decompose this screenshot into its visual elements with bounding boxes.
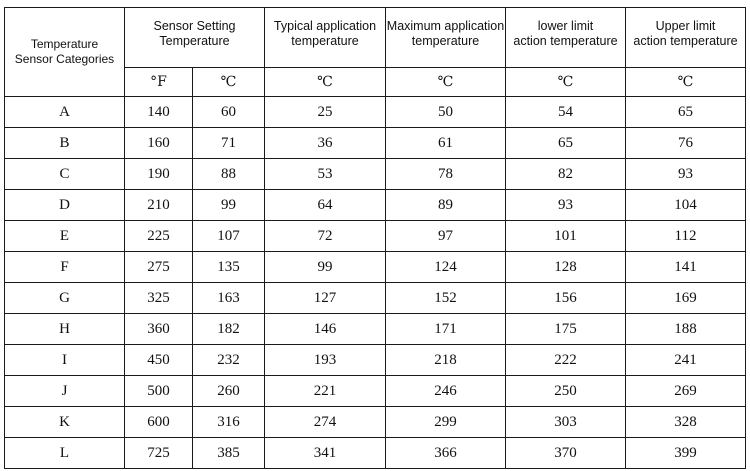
table-row bbox=[5, 438, 746, 469]
cell-maximum: 152 bbox=[386, 283, 506, 314]
table-row bbox=[5, 97, 746, 128]
cell-lower-limit: 82 bbox=[506, 159, 626, 190]
header-upper-line: Upper limit bbox=[655, 19, 716, 33]
cell-category: L bbox=[5, 438, 125, 469]
cell-lower-limit: 250 bbox=[506, 376, 626, 407]
table-row bbox=[5, 128, 746, 159]
header-maximum-line: temperature bbox=[411, 34, 480, 48]
cell-category: E bbox=[5, 221, 125, 252]
cell-category: J bbox=[5, 376, 125, 407]
cell-setting-f: 360 bbox=[125, 314, 193, 345]
table-row bbox=[5, 407, 746, 438]
table-row bbox=[5, 190, 746, 221]
table-row bbox=[5, 376, 746, 407]
cell-typical: 64 bbox=[265, 190, 386, 221]
table-row bbox=[5, 345, 746, 376]
cell-upper-limit: 112 bbox=[626, 221, 746, 252]
cell-setting-f: 140 bbox=[125, 97, 193, 128]
header-maximum bbox=[386, 8, 506, 68]
header-typical-line: Typical application bbox=[273, 19, 377, 33]
header-setting-line: Sensor Setting bbox=[153, 19, 236, 33]
cell-category: H bbox=[5, 314, 125, 345]
cell-typical: 99 bbox=[265, 252, 386, 283]
table-row bbox=[5, 314, 746, 345]
cell-lower-limit: 175 bbox=[506, 314, 626, 345]
cell-maximum: 89 bbox=[386, 190, 506, 221]
cell-category: B bbox=[5, 128, 125, 159]
cell-lower-limit: 54 bbox=[506, 97, 626, 128]
cell-lower-limit: 128 bbox=[506, 252, 626, 283]
table-row bbox=[5, 252, 746, 283]
cell-setting-c: 107 bbox=[193, 221, 265, 252]
cell-lower-limit: 370 bbox=[506, 438, 626, 469]
header-typical-line: temperature bbox=[291, 34, 359, 48]
cell-lower-limit: 65 bbox=[506, 128, 626, 159]
table-row bbox=[5, 221, 746, 252]
header-category-line: Sensor Categories bbox=[14, 52, 115, 66]
cell-typical: 53 bbox=[265, 159, 386, 190]
header-sensor-setting bbox=[125, 8, 265, 68]
cell-upper-limit: 76 bbox=[626, 128, 746, 159]
header-maximum-line: Maximum application bbox=[386, 19, 505, 33]
temperature-sensor-table bbox=[4, 7, 746, 469]
cell-setting-f: 225 bbox=[125, 221, 193, 252]
cell-setting-f: 190 bbox=[125, 159, 193, 190]
cell-setting-c: 135 bbox=[193, 252, 265, 283]
cell-upper-limit: 188 bbox=[626, 314, 746, 345]
header-lower-line: action temperature bbox=[513, 34, 618, 48]
cell-category: A bbox=[5, 97, 125, 128]
cell-setting-c: 163 bbox=[193, 283, 265, 314]
cell-setting-c: 99 bbox=[193, 190, 265, 221]
header-upper-limit bbox=[626, 8, 746, 68]
cell-category: K bbox=[5, 407, 125, 438]
cell-category: I bbox=[5, 345, 125, 376]
cell-maximum: 61 bbox=[386, 128, 506, 159]
cell-upper-limit: 241 bbox=[626, 345, 746, 376]
cell-typical: 127 bbox=[265, 283, 386, 314]
cell-maximum: 366 bbox=[386, 438, 506, 469]
cell-upper-limit: 328 bbox=[626, 407, 746, 438]
unit-celsius: ℃ bbox=[626, 68, 746, 97]
table-body bbox=[5, 97, 746, 469]
cell-upper-limit: 65 bbox=[626, 97, 746, 128]
cell-category: C bbox=[5, 159, 125, 190]
cell-maximum: 246 bbox=[386, 376, 506, 407]
unit-fahrenheit: °F bbox=[125, 68, 193, 97]
cell-setting-f: 450 bbox=[125, 345, 193, 376]
cell-setting-c: 316 bbox=[193, 407, 265, 438]
cell-setting-f: 210 bbox=[125, 190, 193, 221]
cell-typical: 36 bbox=[265, 128, 386, 159]
header-upper-line: action temperature bbox=[633, 34, 738, 48]
cell-maximum: 78 bbox=[386, 159, 506, 190]
cell-setting-f: 325 bbox=[125, 283, 193, 314]
cell-setting-c: 232 bbox=[193, 345, 265, 376]
header-category-line: Temperature bbox=[30, 37, 99, 51]
table-row bbox=[5, 159, 746, 190]
cell-typical: 193 bbox=[265, 345, 386, 376]
cell-lower-limit: 101 bbox=[506, 221, 626, 252]
header-category bbox=[5, 8, 125, 97]
cell-category: G bbox=[5, 283, 125, 314]
cell-typical: 221 bbox=[265, 376, 386, 407]
cell-maximum: 50 bbox=[386, 97, 506, 128]
cell-setting-f: 160 bbox=[125, 128, 193, 159]
cell-maximum: 97 bbox=[386, 221, 506, 252]
cell-lower-limit: 222 bbox=[506, 345, 626, 376]
cell-setting-c: 60 bbox=[193, 97, 265, 128]
cell-typical: 25 bbox=[265, 97, 386, 128]
cell-lower-limit: 156 bbox=[506, 283, 626, 314]
cell-setting-f: 725 bbox=[125, 438, 193, 469]
cell-maximum: 124 bbox=[386, 252, 506, 283]
unit-celsius: ℃ bbox=[506, 68, 626, 97]
cell-upper-limit: 169 bbox=[626, 283, 746, 314]
cell-upper-limit: 141 bbox=[626, 252, 746, 283]
unit-celsius: ℃ bbox=[265, 68, 386, 97]
table-row bbox=[5, 283, 746, 314]
cell-maximum: 218 bbox=[386, 345, 506, 376]
cell-category: F bbox=[5, 252, 125, 283]
unit-celsius: ℃ bbox=[386, 68, 506, 97]
cell-setting-c: 88 bbox=[193, 159, 265, 190]
cell-typical: 146 bbox=[265, 314, 386, 345]
cell-setting-c: 385 bbox=[193, 438, 265, 469]
cell-lower-limit: 93 bbox=[506, 190, 626, 221]
cell-upper-limit: 104 bbox=[626, 190, 746, 221]
header-row bbox=[5, 8, 746, 68]
cell-upper-limit: 269 bbox=[626, 376, 746, 407]
cell-setting-f: 500 bbox=[125, 376, 193, 407]
cell-setting-c: 182 bbox=[193, 314, 265, 345]
header-lower-limit bbox=[506, 8, 626, 68]
cell-upper-limit: 399 bbox=[626, 438, 746, 469]
cell-maximum: 299 bbox=[386, 407, 506, 438]
cell-category: D bbox=[5, 190, 125, 221]
cell-typical: 274 bbox=[265, 407, 386, 438]
header-typical bbox=[265, 8, 386, 68]
cell-setting-c: 71 bbox=[193, 128, 265, 159]
cell-lower-limit: 303 bbox=[506, 407, 626, 438]
unit-celsius: ℃ bbox=[193, 68, 265, 97]
cell-upper-limit: 93 bbox=[626, 159, 746, 190]
cell-typical: 72 bbox=[265, 221, 386, 252]
cell-maximum: 171 bbox=[386, 314, 506, 345]
header-lower-line: lower limit bbox=[537, 19, 594, 33]
header-setting-line: Temperature bbox=[159, 34, 230, 48]
cell-typical: 341 bbox=[265, 438, 386, 469]
cell-setting-f: 275 bbox=[125, 252, 193, 283]
cell-setting-c: 260 bbox=[193, 376, 265, 407]
cell-setting-f: 600 bbox=[125, 407, 193, 438]
